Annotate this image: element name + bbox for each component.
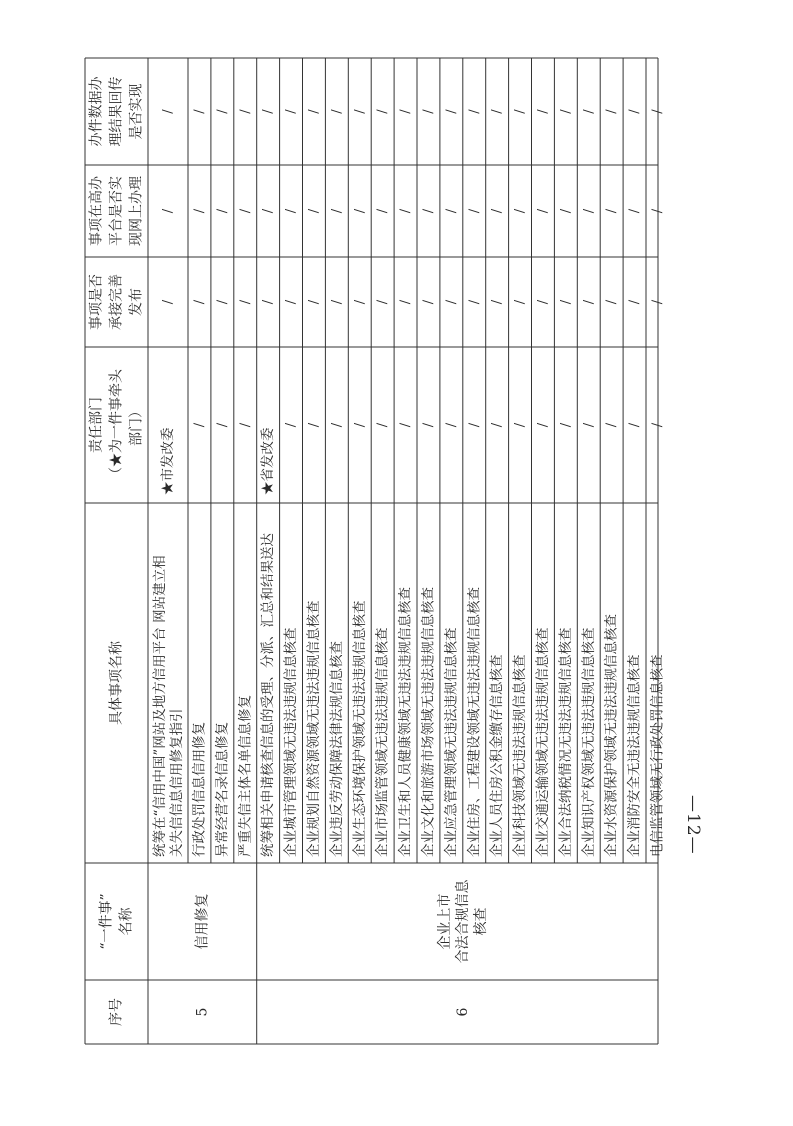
detail-line: 统筹在“信用中国”网站及地方信用平台 网站建立相 [152,555,168,857]
table-row-published: / [260,299,276,305]
table-row-detail: 电信监管领域无行政处罚信息核查 [649,654,666,857]
table-row-online: / [649,208,665,214]
table-row-online: / [398,208,414,214]
table-row-published: / [558,299,574,305]
table-row-dept: / [237,422,253,428]
table-row-dept: / [649,422,665,428]
table-text [88,76,666,1026]
table-row-detail: 企业人员住房公积金缴存信息核查 [489,654,506,857]
table-row-detail: 严重失信主体名单信息修复 [237,695,254,857]
table-row-online: / [283,208,299,214]
header-published: 事项是否 [88,274,105,330]
group-name-line: 合法合规信息 [454,879,471,964]
table-row-detail: 企业水资源保护领域无违法违规信息核查 [603,614,620,857]
table-row-dept: / [352,422,368,428]
table-row-detail: 异常经营名录信息修复 [214,722,231,857]
group-seq: 6 [454,1007,471,1017]
table-row-published: / [627,299,643,305]
table-row-dept: / [214,422,230,428]
table-row-published: / [398,299,414,305]
table-row-online: / [420,208,436,214]
table-row-published: / [649,299,665,305]
page-number: —12— [683,795,703,855]
detail-line: 关失信信息信用修复指引 [169,708,185,857]
header-published: 发布 [128,288,145,316]
table-row-published: / [489,299,505,305]
table-row-data-return: / [260,109,276,114]
table-row-online: / [558,208,574,214]
table-row-dept: / [535,422,551,428]
table-row-online: / [466,208,482,214]
table-row-data-return: / [283,109,299,114]
table-row-online: / [627,208,643,214]
table-row-detail [151,555,185,857]
table-row-online: / [237,208,253,214]
header-online: 事项在高办 [88,176,105,246]
table-row-data-return: / [558,109,574,114]
table-row-online: / [352,208,368,214]
table-row-online: / [375,208,391,214]
group-seq: 5 [194,1007,211,1017]
group-name-line: 核查 [472,907,489,936]
table-row-dept: / [604,422,620,428]
table-row-published: / [512,299,528,305]
table-row-dept: / [306,422,322,428]
header-online: 现网上办理 [128,176,145,246]
table-row-detail: 企业城市管理领域无违法违规信息核查 [283,627,300,857]
table-row-dept: / [443,422,459,428]
table-row-detail: 企业应急管理领域无违法违规信息核查 [443,627,460,857]
table-row-dept: / [489,422,505,428]
table-row-online: / [306,208,322,214]
table-row-detail: 企业消防安全无违法违规信息核查 [626,654,643,857]
table-row-online: / [329,208,345,214]
group-name-line: 企业上市 [436,893,453,950]
table-row-published: / [283,299,299,305]
header-seq: 序号 [108,998,125,1026]
table-row-detail: 企业住房、工程建设领域无违法违规信息核查 [466,587,483,857]
table-row-dept: / [512,422,528,428]
table-row-dept: ★省发改委 [260,427,277,495]
table-row-data-return: / [237,109,253,114]
table-row-dept: / [283,422,299,428]
table-row-detail: 企业科技领域无违法违规信息核查 [512,654,529,857]
table-row-data-return: / [489,109,505,114]
table-row-online: / [214,208,230,214]
group-name: 信用修复 [194,893,211,950]
table-row-data-return: / [398,109,414,114]
table-row-detail: 企业合法纳税情况无违法违规信息核查 [557,627,574,857]
table-row-dept: ★市发改委 [160,427,176,495]
table-row-detail: 企业市场监管领域无违法违规信息核查 [374,627,391,857]
table-row-published: / [604,299,620,305]
table-row-published: / [237,299,253,305]
table-row-published: / [581,299,597,305]
table-row-online: / [581,208,597,214]
table-row-published: / [329,299,345,305]
table-row-data-return: / [604,109,620,114]
table-row-online: / [604,208,620,214]
table-row-dept: / [558,422,574,428]
table-row-online: / [443,208,459,214]
table-row-data-return: / [160,109,176,114]
table-row-dept: / [627,422,643,428]
table-row-dept: / [191,422,207,428]
table-row-detail: 企业生态环境保护领域无违法违规信息核查 [351,600,368,857]
table-row-data-return: / [649,109,665,114]
table-row-online: / [489,208,505,214]
header-data_return: 是否实现 [128,83,145,140]
table-row-dept: / [375,422,391,428]
header-dept: （★为一件事牵头 [108,369,125,481]
table-row-detail: 企业文化和旅游市场领域无违法违规信息核查 [420,587,437,857]
table-row-detail: 企业卫生和人员健康领域无违法违规信息核查 [397,587,414,857]
table-row-published: / [160,299,176,305]
table-row-data-return: / [581,109,597,114]
table-row-data-return: / [535,109,551,114]
header-item: “一件事” [98,893,115,950]
table-row-online: / [160,208,176,214]
table-row-dept: / [420,422,436,428]
header-item: 名称 [118,907,135,936]
table-row-data-return: / [420,109,436,114]
header-dept: 责任部门 [88,397,105,453]
header-data_return: 理结果回传 [108,76,125,147]
table-row-published: / [420,299,436,305]
table-row-online: / [191,208,207,214]
table-row-published: / [535,299,551,305]
header-detail: 具体事项名称 [108,641,125,725]
table-row-online: / [260,208,276,214]
table-row-published: / [352,299,368,305]
table-row-dept: / [466,422,482,428]
table-row-published: / [443,299,459,305]
table-row-detail: 企业知识产权领域无违法违规信息核查 [580,627,597,857]
table-row-online: / [512,208,528,214]
table-row-detail: 统筹相关申请核查信息的受理、分派、汇总和结果送达 [260,533,277,857]
table-row-detail: 企业交通运输领域无违法违规信息核查 [534,627,551,857]
table-row-dept: / [581,422,597,428]
table-row-published: / [191,299,207,305]
header-data_return: 办件数据办 [88,76,105,147]
table-row-dept: / [329,422,345,428]
table-row-dept: / [398,422,414,428]
table-row-published: / [375,299,391,305]
table-row-data-return: / [627,109,643,114]
table-row-data-return: / [512,109,528,114]
table-row-data-return: / [352,109,368,114]
table-row-data-return: / [191,109,207,114]
table-row-published: / [466,299,482,305]
table-row-online: / [535,208,551,214]
table-row-data-return: / [443,109,459,114]
header-dept: 部门） [128,404,145,446]
table-row-data-return: / [306,109,322,114]
table-row-detail: 企业违反劳动保障法律法规信息核查 [328,641,345,857]
header-published: 承接完善 [108,274,125,330]
table-row-data-return: / [375,109,391,114]
table-row-detail: 行政处罚信息信用修复 [191,722,208,857]
table-grid [85,58,658,1044]
table-row-data-return: / [329,109,345,114]
table-row-data-return: / [466,109,482,114]
header-online: 平台是否实 [108,176,125,246]
table-row-detail: 企业规划自然资源领域无违法违规信息核查 [305,600,322,857]
table-row-data-return: / [214,109,230,114]
table-row-published: / [214,299,230,305]
table-row-published: / [306,299,322,305]
